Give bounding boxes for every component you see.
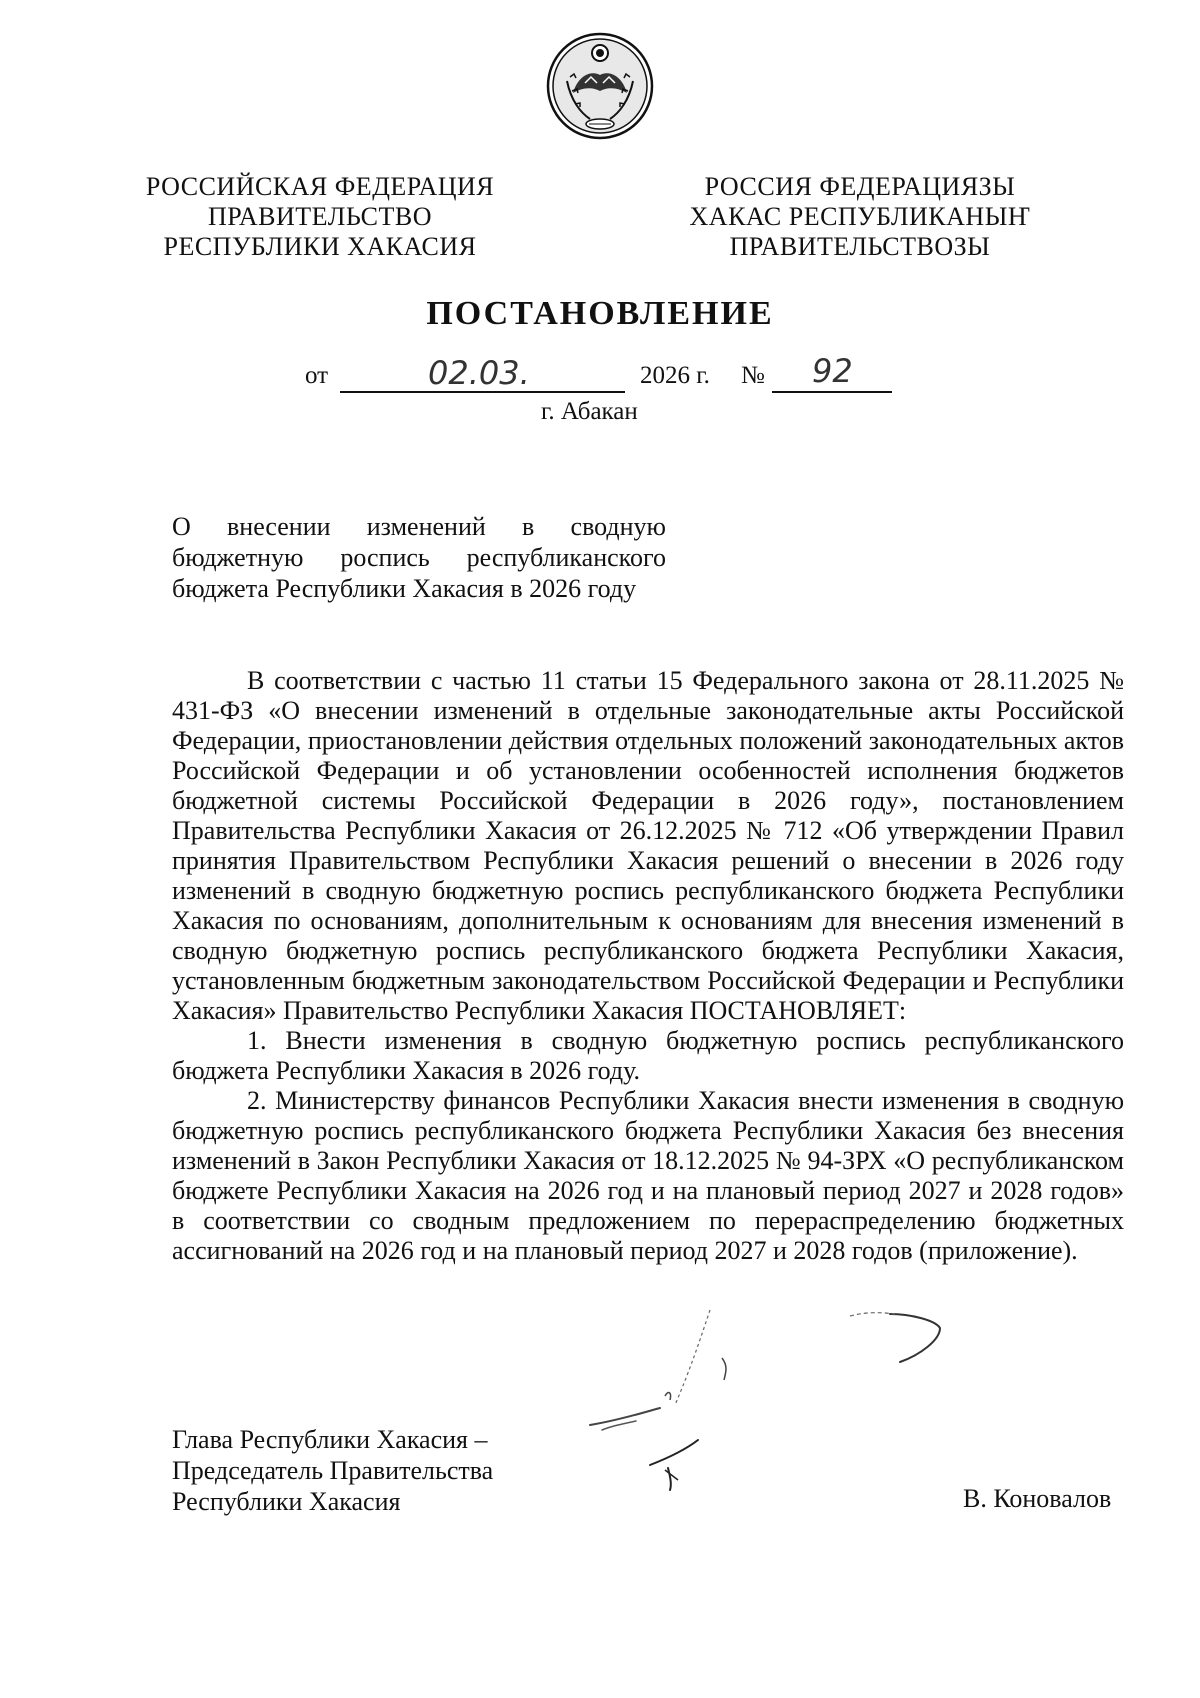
header-right-line-1: РОССИЯ ФЕДЕРАЦИЯЗЫ — [704, 172, 1016, 201]
header-left-line-1: РОССИЙСКАЯ ФЕДЕРАЦИЯ — [145, 172, 495, 201]
signatory-position-line-3: Республики Хакасия — [172, 1487, 401, 1516]
body-paragraph-item-1: 1. Внести изменения в сводную бюджетную роспись республиканского бюджета Республики Хакасия в 2026 году. — [172, 1026, 1124, 1085]
header-left-line-2: ПРАВИТЕЛЬСТВО — [208, 202, 432, 231]
body-paragraph-item-2: 2. Министерству финансов Республики Хакасия внести изменения в сводную бюджетную роспись республиканского бюджета Республики Хакасия без внесения изменений в Закон Республики Хакасия от 18.12.2025 № 94-ЗРХ «О республиканском бюджете Республики Хакасия на 2026 год и на плановый период 2027 и 2028 годов» в соответствии со сводным предложением по перераспределению бюджетных ассигнований на 2026 год и на плановый период 2027 и 2028 годов (приложение). — [172, 1086, 1124, 1265]
document-body — [172, 666, 1124, 1266]
signature-icon — [550, 1300, 970, 1510]
handwritten-number: 92 — [812, 352, 853, 390]
document-title: ПОСТАНОВЛЕНИЕ — [426, 295, 774, 332]
number-label: № — [741, 362, 765, 389]
document-subject: О внесении изменений в сводную бюджетную роспись республиканского бюджета Республики Хакасия в 2026 году — [172, 512, 666, 603]
signatory-position-line-2: Председатель Правительства — [172, 1456, 494, 1485]
signatory-position — [172, 1424, 493, 1517]
date-year: 2026 г. — [640, 362, 710, 389]
header-right-line-2: ХАКАС РЕСПУБЛИКАНЫҤ — [689, 202, 1031, 231]
signatory-position-line-1: Глава Республики Хакасия – — [172, 1425, 488, 1454]
header-right — [680, 172, 1040, 262]
header-left-line-3: РЕСПУБЛИКИ ХАКАСИЯ — [163, 232, 477, 261]
signatory-name: В. Коновалов — [963, 1484, 1112, 1513]
city: г. Абакан — [541, 398, 638, 425]
number-underline — [772, 391, 892, 393]
handwritten-date: 02.03. — [428, 354, 530, 392]
date-from-label: от — [305, 362, 329, 389]
header-right-line-3: ПРАВИТЕЛЬСТВОЗЫ — [729, 232, 991, 261]
body-paragraph-preamble: В соответствии с частью 11 статьи 15 Федерального закона от 28.11.2025 № 431-ФЗ «О внесении изменений в отдельные законодательные акты Российской Федерации, приостановлении действия отдельных положений законодательных актов Российской Федерации и об установлении особенностей исполнения бюджетов бюджетной системы Российской Федерации в 2026 году», постановлением Правительства Республики Хакасия от 26.12.2025 № 712 «Об утверждении Правил принятия Правительством Республики Хакасия решений о внесении в 2026 году изменений в сводную бюджетную роспись республиканского бюджета Республики Хакасия по основаниям, дополнительным к основаниям для внесения изменений в сводную бюджетную роспись республиканского бюджета Республики Хакасия, установленным бюджетным законодательством Российской Федерации и Республики Хакасия» Правительство Республики Хакасия ПОСТАНОВЛЯЕТ: — [172, 666, 1124, 1025]
header-left — [130, 172, 510, 262]
coat-of-arms-icon — [545, 31, 655, 141]
